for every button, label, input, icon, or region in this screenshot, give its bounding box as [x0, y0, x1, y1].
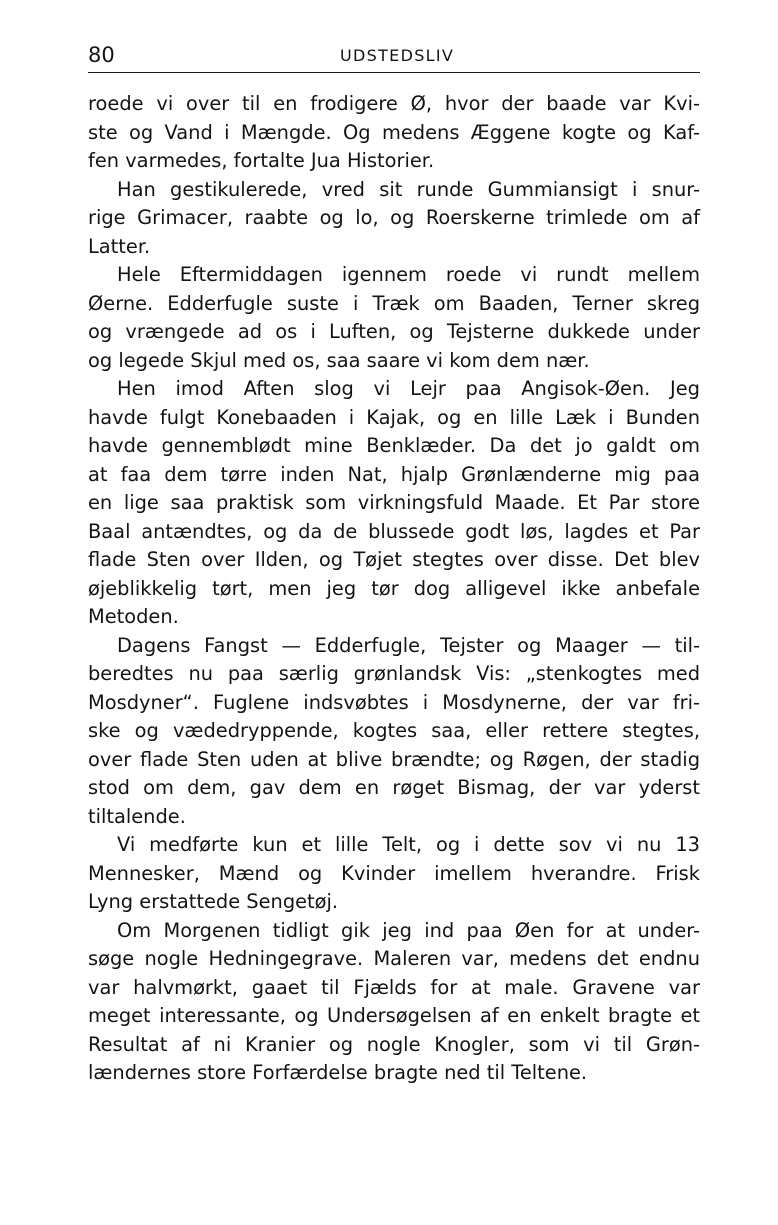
text-line: Latter. [88, 234, 151, 258]
text-line: Metoden. [88, 605, 179, 628]
text-line: ste og Vand i Mængde. Og medens Æggene kogte og Kaf- [88, 120, 700, 144]
text-line: Vi medførte kun et lille Telt, og i dette sov vi nu 13 [117, 833, 700, 856]
text-line: flade Sten over Ilden, og Tøjet stegtes over disse. Det blev [88, 548, 700, 571]
text-line: Mennesker, Mænd og Kvinder imellem hverandre. Frisk [88, 861, 700, 885]
text-line: Dagens Fangst — Edderfugle, Tejster og Maager — til- [117, 633, 700, 657]
text-line: tiltalende. [88, 804, 186, 828]
text-line: havde fulgt Konebaaden i Kajak, og en lille Læk i Bunden [88, 405, 700, 429]
text-line: og legede Skjul med os, saa saare vi kom dem nær. [88, 348, 590, 372]
text-line: var halvmørkt, gaaet til Fjælds for at male. Gravene var [88, 975, 700, 999]
text-line: Øerne. Edderfugle suste i Træk om Baaden, Terner skreg [88, 291, 700, 315]
running-head [88, 40, 700, 73]
running-title: UDSTEDSLIV [340, 46, 455, 65]
text-line: beredtes nu paa særlig grønlandsk Vis: „stenkogtes med [88, 662, 700, 685]
body-text [88, 90, 700, 1088]
text-line: Om Morgenen tidligt gik jeg ind paa Øen for at under- [117, 918, 700, 942]
text-line: Resultat af ni Kranier og nogle Knogler, som vi til Grøn- [88, 1032, 700, 1056]
text-line: lændernes store Forfærdelse bragte ned til Teltene. [88, 1061, 588, 1084]
text-line: fen varmedes, fortalte Jua Historier. [88, 149, 435, 172]
text-line: meget interessante, og Undersøgelsen af en enkelt bragte et [88, 1004, 700, 1027]
text-line: og vrængede ad os i Luften, og Tejsterne dukkede under [88, 320, 700, 343]
page-number: 80 [88, 43, 115, 67]
text-line: Mosdyner“. Fuglene indsvøbtes i Mosdynerne, der var fri- [88, 690, 700, 714]
text-line: roede vi over til en frodigere Ø, hvor der baade var Kvi- [88, 92, 700, 115]
text-line: søge nogle Hedningegrave. Maleren var, medens det endnu [88, 947, 700, 970]
text-line: Han gestikulerede, vred sit runde Gummiansigt i snur- [117, 177, 700, 201]
text-line: ske og vædedryppende, kogtes saa, eller rettere stegtes, [88, 719, 700, 742]
text-line: over flade Sten uden at blive brændte; og Røgen, der stadig [88, 747, 700, 771]
text-line: en lige saa praktisk som virkningsfuld Maade. Et Par store [88, 491, 700, 514]
text-line: Baal antændtes, og da de blussede godt løs, lagdes et Par [88, 519, 700, 543]
text-line: Hen imod Aften slog vi Lejr paa Angisok-Øen. Jeg [117, 377, 700, 400]
text-line: at faa dem tørre inden Nat, hjalp Grønlænderne mig paa [88, 462, 700, 486]
text-line: stod om dem, gav dem en røget Bismag, der var yderst [88, 776, 700, 799]
text-line: Lyng erstattede Sengetøj. [88, 890, 339, 913]
text-line: havde gennemblødt mine Benklæder. Da det jo galdt om [88, 434, 700, 457]
text-line: Hele Eftermiddagen igennem roede vi rundt mellem [117, 263, 700, 286]
text-line: rige Grimacer, raabte og lo, og Roerskerne trimlede om af [88, 206, 700, 229]
text-line: øjeblikkelig tørt, men jeg tør dog alligevel ikke anbefale [88, 576, 700, 600]
